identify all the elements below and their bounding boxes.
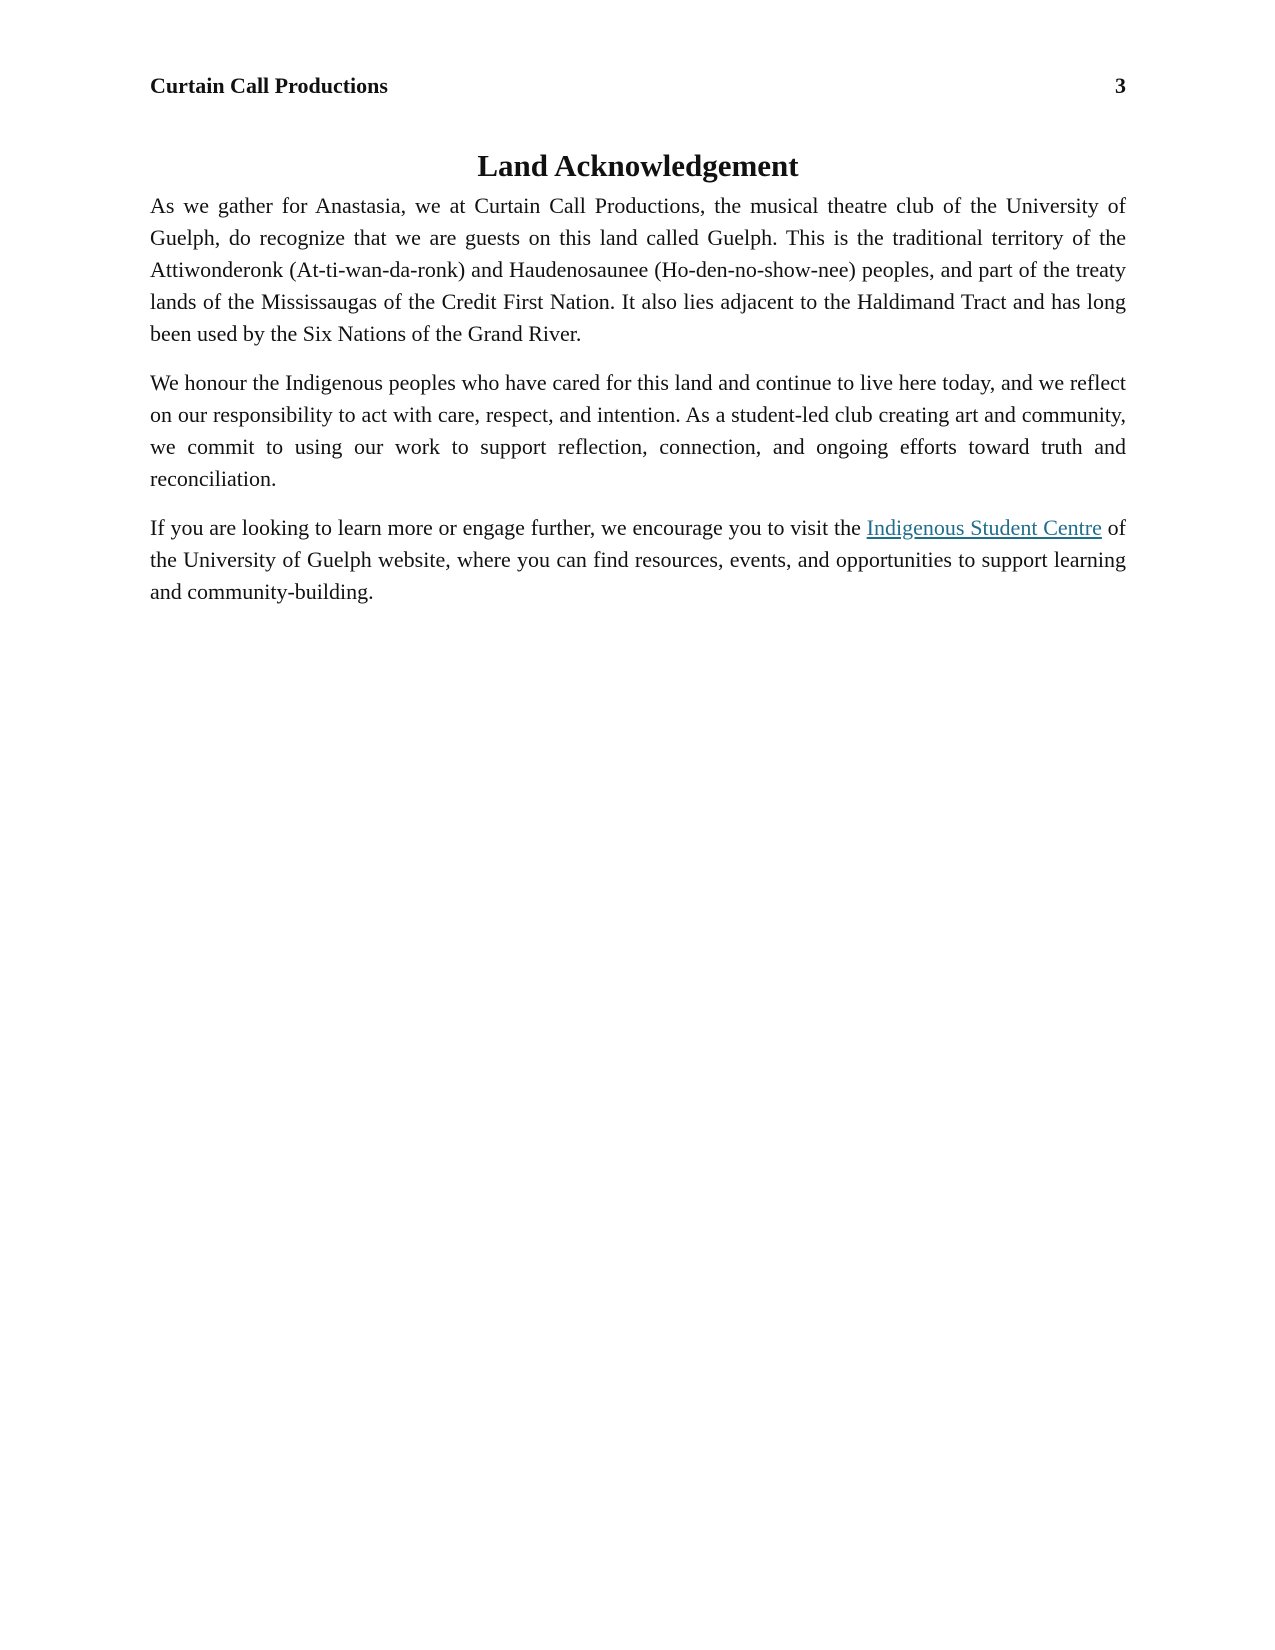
- paragraph-territory: As we gather for Anastasia, we at Curtain Call Productions, the musical theatre club of the University of Guelph, do recognize that we are guests on this land called Guelph. This is the traditional territory of the Attiwonderonk (At-ti-wan-da-ronk) and Haudenosaunee (Ho-den-no-show-nee) peoples, and part of the treaty lands of the Mississaugas of the Credit First Nation. It also lies adjacent to the Haldimand Tract and has long been used by the Six Nations of the Grand River.: [150, 193, 1126, 346]
- paragraph-resources-lead: If you are looking to learn more or engage further, we encourage you to visit the: [150, 515, 867, 540]
- page-content: [150, 146, 1126, 625]
- page-number: 3: [1115, 73, 1126, 98]
- header-org-name: Curtain Call Productions: [150, 73, 388, 98]
- paragraph-resources-tail: of the University of Guelph website, where you can find resources, events, and opportunities to support learning and community-building.: [150, 515, 1126, 604]
- paragraph-resources: [150, 512, 1126, 608]
- indigenous-student-centre-link[interactable]: Indigenous Student Centre: [866, 515, 1102, 540]
- page-header: [150, 72, 1126, 100]
- page-title: Land Acknowledgement: [477, 148, 799, 183]
- paragraph-commitment: We honour the Indigenous peoples who have cared for this land and continue to live here today, and we reflect on our responsibility to act with care, respect, and intention. As a student-led club creating art and community, we commit to using our work to support reflection, connection, and ongoing efforts toward truth and reconciliation.: [150, 370, 1126, 491]
